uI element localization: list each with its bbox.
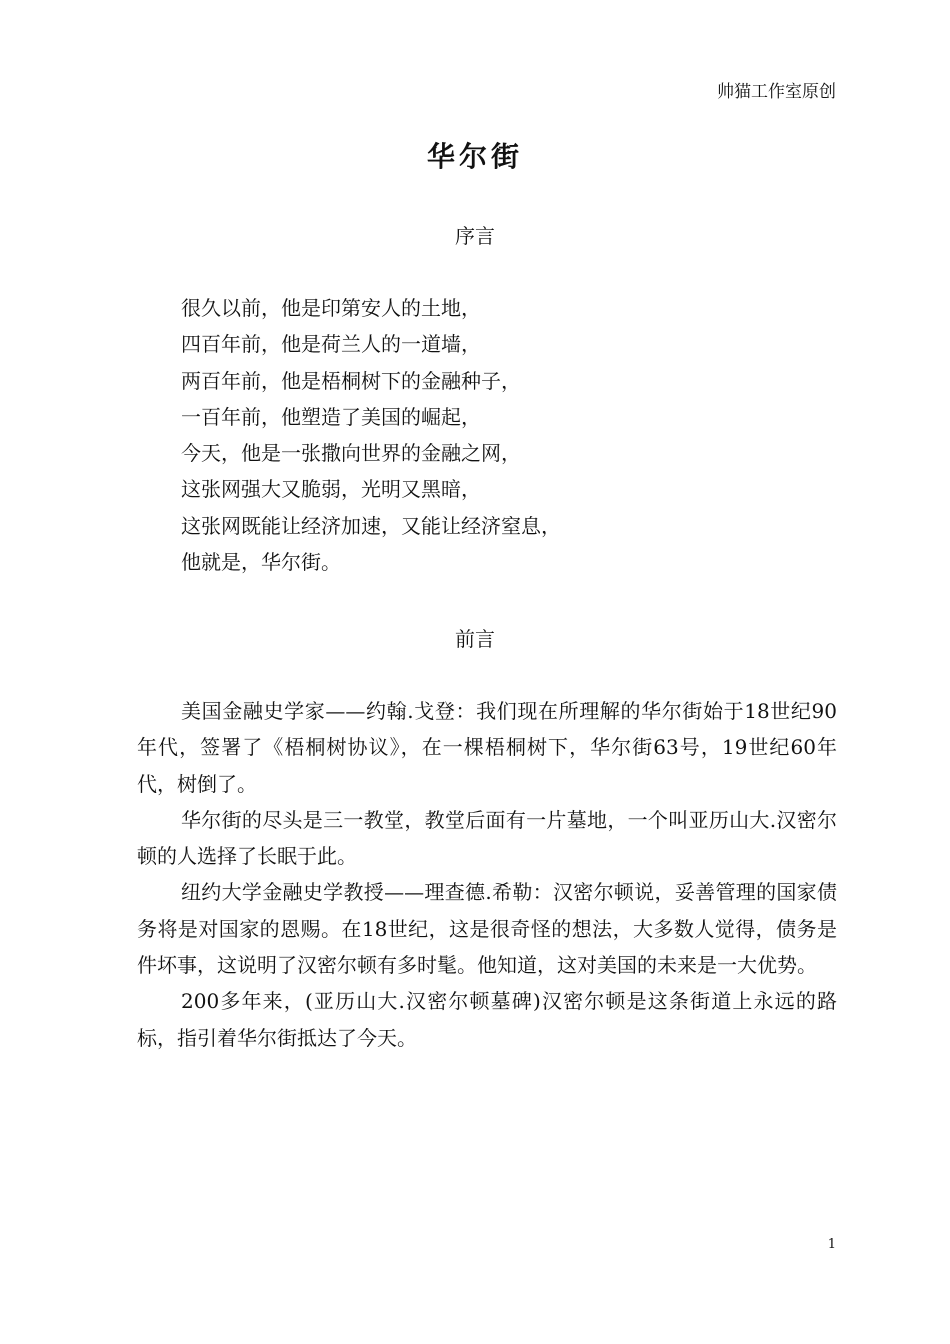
foreword-paragraph: 华尔街的尽头是三一教堂，教堂后面有一片墓地，一个叫亚历山大.汉密尔顿的人选择了长眠于此。 (137, 807, 837, 869)
poem-line: 他就是，华尔街。 (181, 550, 341, 575)
preface-heading: 序言 (455, 224, 495, 248)
header-note: 帅猫工作室原创 (717, 82, 836, 102)
foreword-body (137, 693, 837, 1056)
poem-line: 一百年前，他塑造了美国的崛起， (181, 404, 481, 429)
poem-line: 这张网强大又脆弱，光明又黑暗， (181, 477, 481, 502)
poem-line: 两百年前，他是梧桐树下的金融种子， (181, 368, 521, 393)
preface-poem (181, 290, 561, 580)
document-title: 华尔街 (426, 140, 523, 173)
foreword-paragraph: 美国金融史学家——约翰.戈登：我们现在所理解的华尔街始于18世纪90年代，签署了《梧桐树协议》，在一棵梧桐树下，华尔街63号，19世纪60年代，树倒了。 (137, 699, 837, 796)
foreword-paragraph: 200多年来，(亚历山大.汉密尔顿墓碑)汉密尔顿是这条街道上永远的路标，指引着华尔街抵达了今天。 (137, 989, 837, 1050)
poem-line: 很久以前，他是印第安人的土地， (181, 296, 481, 320)
poem-line: 今天，他是一张撒向世界的金融之网， (181, 441, 521, 466)
foreword-paragraph: 纽约大学金融史学教授——理查德.希勒：汉密尔顿说，妥善管理的国家债务将是对国家的恩赐。在18世纪，这是很奇怪的想法，大多数人觉得，债务是件坏事，这说明了汉密尔顿有多时髦。他知道，这对美国的未来是一大优势。 (137, 880, 837, 978)
poem-line: 四百年前，他是荷兰人的一道墙， (181, 332, 481, 357)
foreword-heading: 前言 (455, 627, 495, 651)
page-number: 1 (827, 1237, 836, 1252)
poem-line: 这张网既能让经济加速，又能让经济窒息， (181, 513, 561, 538)
